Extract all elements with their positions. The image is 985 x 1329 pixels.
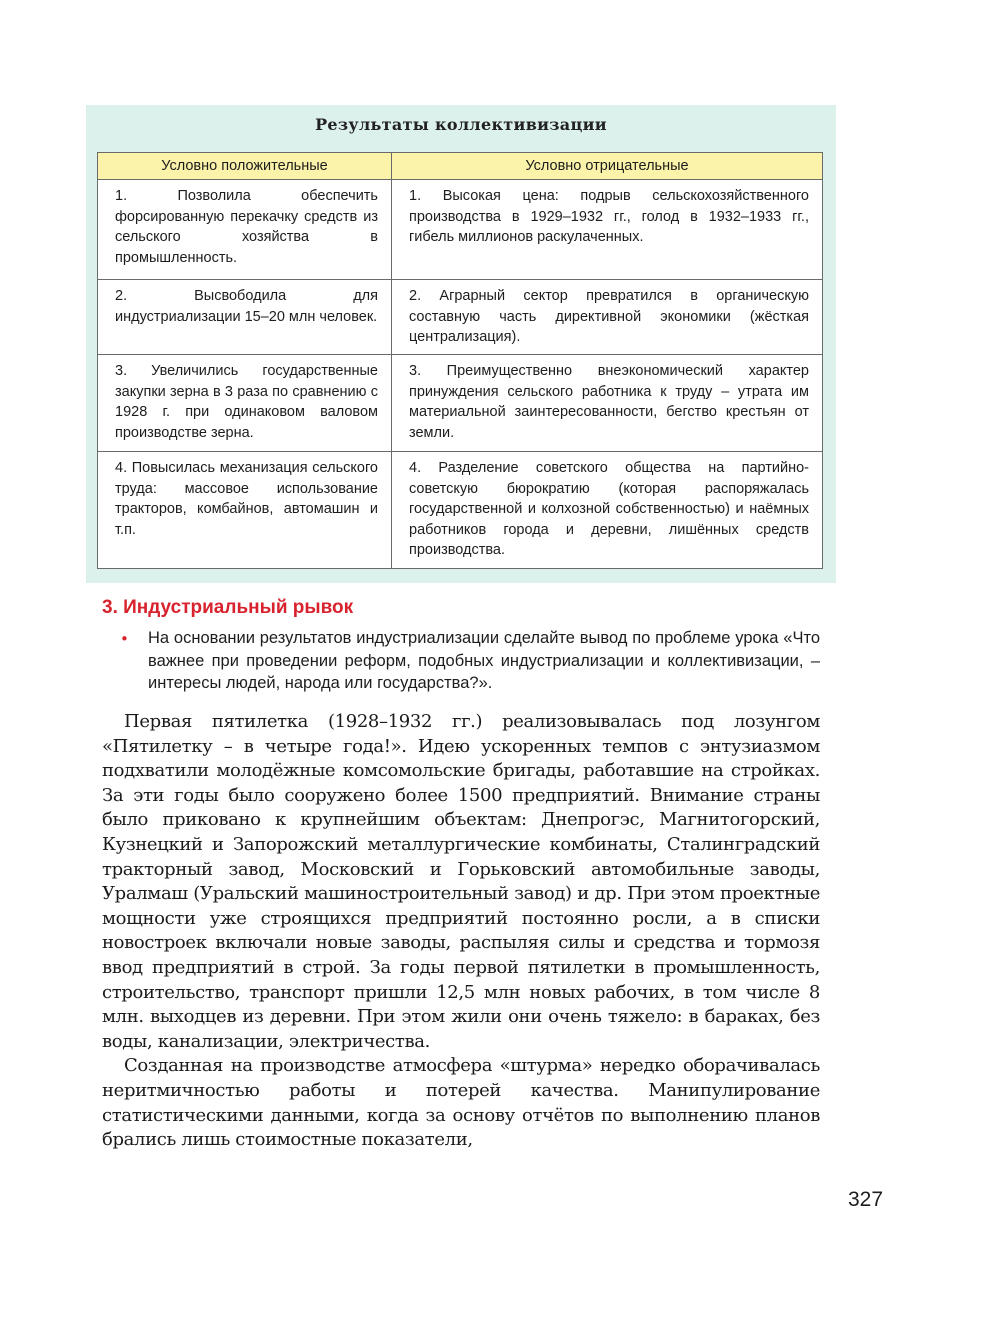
table-row xyxy=(98,180,823,280)
section-heading: 3. Индустриальный рывок xyxy=(102,597,354,618)
header-positive: Условно положительные xyxy=(98,153,392,180)
table-row xyxy=(98,280,823,355)
results-box xyxy=(86,105,836,583)
negative-cell: 3. Преимущественно внеэкономический характер принуждения сельского работника к труду – утрата им материальной заинтересованности, бегство крестьян от земли. xyxy=(392,355,823,452)
paragraph: Созданная на производстве атмосфера «штурма» нередко оборачивалась неритмичностью работы и потерей качества. Манипулирование статистическими данными, когда за основу отчётов по выполнению планов брались лишь стоимостные показатели, xyxy=(102,1055,820,1151)
bullet-icon: • xyxy=(120,630,129,648)
table-title: Результаты коллективизации xyxy=(315,115,607,134)
table-header-row xyxy=(98,153,823,180)
negative-cell: 2. Аграрный сектор превратился в органическую составную часть директивной экономики (жёсткая централизация). xyxy=(392,280,823,355)
table-row xyxy=(98,452,823,569)
positive-cell: 4. Повысилась механизация сельского труда: массовое использование тракторов, комбайнов, автомашин и т.п. xyxy=(98,452,392,569)
positive-cell: 1. Позволила обеспечить форсированную перекачку средств из сельского хозяйства в промышленность. xyxy=(98,180,392,280)
main-text xyxy=(102,710,820,1153)
task-text: На основании результатов индустриализации сделайте вывод по проблеме урока «Что важнее при проведении реформ, подобных индустриализации и коллективизации, – интересы людей, народа или государства?». xyxy=(148,629,820,692)
positive-cell: 2. Высвободила для индустриализации 15–20 млн человек. xyxy=(98,280,392,355)
table-row xyxy=(98,355,823,452)
results-table xyxy=(97,152,823,569)
paragraph: Первая пятилетка (1928–1932 гг.) реализовывалась под лозунгом «Пятилетку – в четыре года!». Идею ускоренных темпов с энтузиазмом подхватили молодёжные комсомольские бригады, работавшие на стройках. За эти годы было сооружено более 1500 предприятий. Внимание страны было приковано к крупнейшим объектам: Днепрогэс, Магнитогорский, Кузнецкий и Запорожский металлургические комбинаты, Сталинградский тракторный завод, Московский и Горьковский автомобильные заводы, Уралмаш (Уральский машиностроительный завод) и др. При этом проектные мощности уже строящихся предприятий постоянно росли, а в списки новостроек включали новые заводы, распыляя силы и средства и тормозя ввод предприятий в строй. За годы первой пятилетки в промышленность, строительство, транспорт пришли 12,5 млн новых рабочих, в том числе 8 млн. выходцев из деревни. При этом жили они очень тяжело: в бараках, без воды, канализации, электричества. xyxy=(102,711,820,1052)
negative-cell: 1. Высокая цена: подрыв сельскохозяйственного производства в 1929–1932 гг., голод в 1932–1933 гг., гибель миллионов раскулаченных. xyxy=(392,180,823,280)
positive-cell: 3. Увеличились государственные закупки зерна в 3 раза по сравнению с 1928 г. при одинаковом валовом производстве зерна. xyxy=(98,355,392,452)
negative-cell: 4. Разделение советского общества на партийно-советскую бюрократию (которая распоряжалась государственной и колхозной собственностью) и наёмных работников города и деревни, лишённых средств производства. xyxy=(392,452,823,569)
header-negative: Условно отрицательные xyxy=(392,153,823,180)
page-number: 327 xyxy=(848,1188,884,1211)
